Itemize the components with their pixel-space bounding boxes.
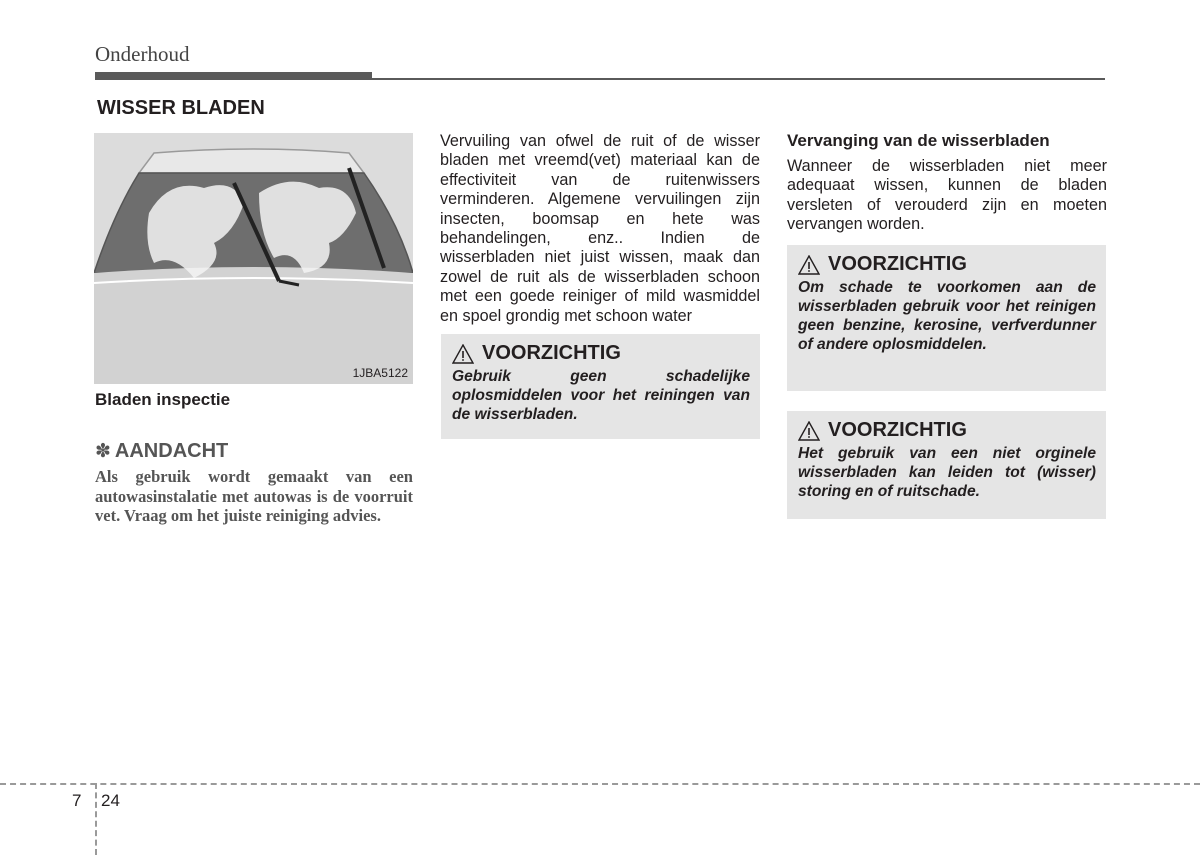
column2-body: Vervuiling van ofwel de ruit of de wisser bladen met vreemd(vet) materiaal kan de effectiviteit van de ruitenwissers verminderen. Algemene vervuilingen zijn insecten, boomsap en hete was behandelingen, enz.. Indien de wisserbladen niet juist wissen, maak dan zowel de ruit als de wisserbladen schoon met een goede reiniger of mild wasmiddel en spoel grondig met schoon water bbox=[440, 132, 760, 325]
wiper-illustration bbox=[94, 133, 413, 384]
note-body: Als gebruik wordt gemaakt van een autowasinstalatie met autowas is de voorruit vet. Vraag om het juiste reiniging advies. bbox=[95, 467, 413, 525]
chapter-number: 7 bbox=[72, 791, 82, 810]
column3-heading: Vervanging van de wisserbladen bbox=[787, 131, 1050, 150]
footer-vertical-divider bbox=[95, 783, 97, 855]
caution-body: Om schade te voorkomen aan de wisserbladen gebruik voor het reinigen geen benzine, kerosine, verfverdunner of andere oplosmiddelen. bbox=[798, 279, 1096, 353]
caution-body: Het gebruik van een niet orginele wisserbladen kan leiden tot (wisser) storing en of ruitschade. bbox=[798, 445, 1096, 500]
windshield-drawing bbox=[94, 133, 413, 384]
figure-caption: Bladen inspectie bbox=[95, 390, 231, 409]
note-title bbox=[95, 440, 228, 463]
caution-box-chemicals bbox=[787, 245, 1106, 391]
caution-box-solvents bbox=[441, 334, 760, 439]
footer-divider bbox=[0, 783, 1200, 785]
asterisk-icon: ✽ bbox=[95, 441, 111, 462]
section-title: WISSER BLADEN bbox=[97, 97, 265, 119]
caution-body: Gebruik geen schadelijke oplosmiddelen voor het reiningen van de wisserbladen. bbox=[452, 368, 750, 423]
column3-body: Wanneer de wisserbladen niet meer adequaat wissen, kunnen de bladen versleten of verouderd zijn en moeten vervangen worden. bbox=[787, 157, 1107, 234]
caution-title: VOORZICHTIG bbox=[828, 419, 967, 441]
caution-title: VOORZICHTIG bbox=[828, 253, 967, 275]
caution-box-original-parts bbox=[787, 411, 1106, 519]
warning-triangle-icon bbox=[798, 255, 820, 275]
note-title-text: AANDACHT bbox=[114, 440, 229, 462]
caution-title: VOORZICHTIG bbox=[482, 342, 621, 364]
page-header-title: Onderhoud bbox=[95, 42, 190, 66]
warning-triangle-icon bbox=[798, 421, 820, 441]
figure-code: 1JBA5122 bbox=[352, 366, 408, 380]
page-number: 24 bbox=[101, 791, 120, 810]
header-rule bbox=[95, 78, 1105, 80]
warning-triangle-icon bbox=[452, 344, 474, 364]
